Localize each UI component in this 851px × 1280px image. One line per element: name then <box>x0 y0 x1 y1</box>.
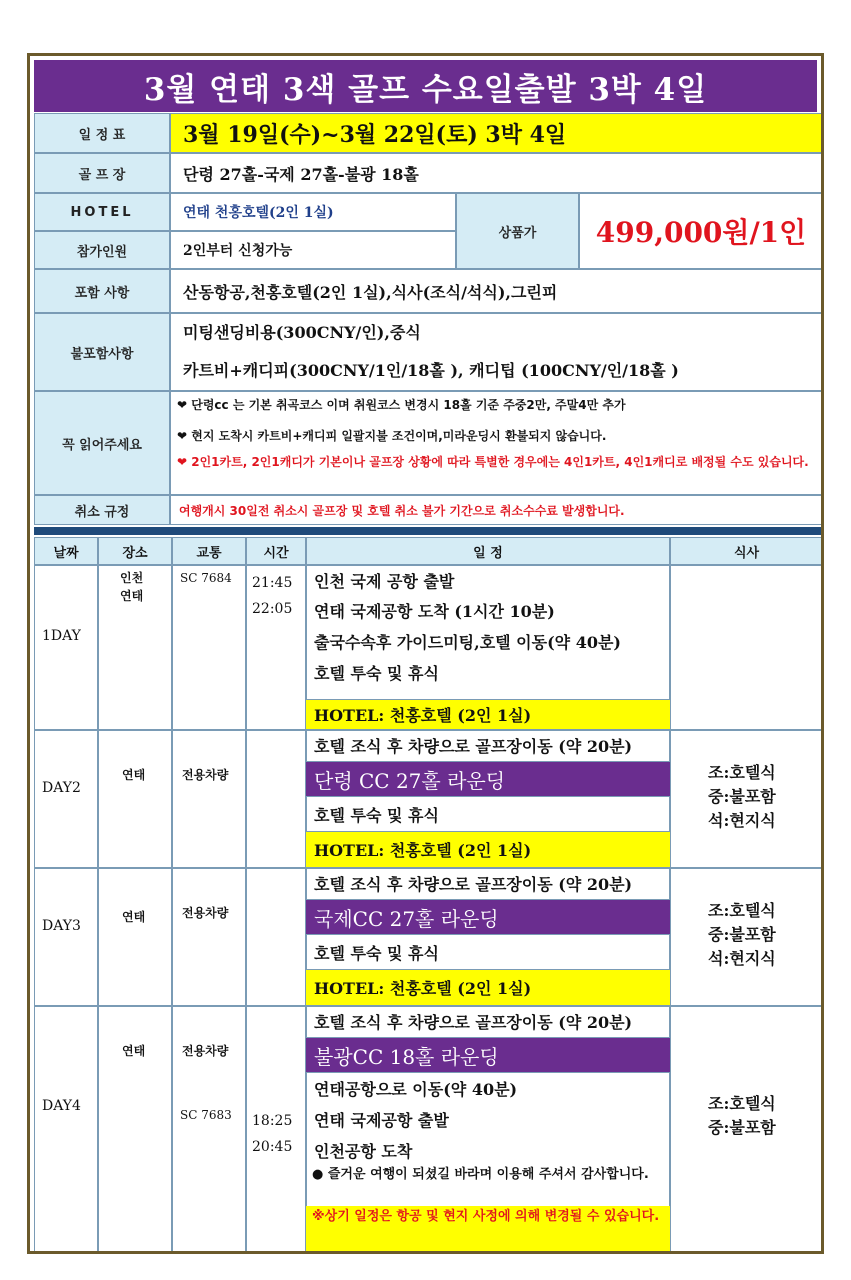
notice-label: 꼭 읽어주세요 <box>34 391 170 495</box>
itinerary-sheet <box>27 53 824 1254</box>
price-value: 499,000원/1인 <box>579 193 823 269</box>
day4-transport-2: SC 7683 <box>180 1108 232 1122</box>
people-label: 참가인원 <box>34 231 170 269</box>
header-meal: 식사 <box>670 537 823 565</box>
day4-closing: ● 즐거운 여행이 되셨길 바라며 이용해 주셔서 감사합니다. <box>312 1167 649 1182</box>
day1-line-2: 연태 국제공항 도착 (1시간 10분) <box>314 602 555 621</box>
page-title: 3월 연태 3색 골프 수요일출발 3박 4일 <box>34 60 817 112</box>
day4-line-2: 연태 국제공항 출발 <box>314 1111 449 1130</box>
day2-round: 단령 CC 27홀 라운딩 <box>306 761 670 797</box>
header-time: 시간 <box>246 537 306 565</box>
day4-place: 연태 <box>122 1044 146 1058</box>
day3-line-bottom: 호텔 투숙 및 휴식 <box>314 943 439 963</box>
people-value: 2인부터 신청가능 <box>170 231 456 269</box>
header-schedule: 일 정 <box>306 537 670 565</box>
day1-times: 21:45 22:05 <box>252 575 293 617</box>
schedule-value: 3월 19일(수)~3월 22일(토) 3박 4일 <box>170 113 823 153</box>
day3-transport: 전용차량 <box>182 906 229 920</box>
day2-meal: 조:호텔식 중:불포함 석:현지식 <box>708 763 776 830</box>
day4-round: 불광CC 18홀 라운딩 <box>306 1037 670 1073</box>
day1-line-3: 출국수속후 가이드미팅,호텔 이동(약 40분) <box>314 633 621 652</box>
day3-schedule <box>306 868 670 1006</box>
day3-round: 국제CC 27홀 라운딩 <box>306 899 670 935</box>
day4-line-1: 연태공항으로 이동(약 40분) <box>314 1080 518 1099</box>
notice-line-3: ❤ 2인1카트, 2인1캐디가 기본이나 골프장 상황에 따라 특별한 경우에는 4인1카트, 4인1캐디로 배정될 수도 있습니다. <box>177 455 809 469</box>
day4-line-top: 호텔 조식 후 차량으로 골프장이동 (약 20분) <box>314 1013 633 1032</box>
notice-line-2: ❤ 현지 도착시 카트비+캐디피 일괄지불 조건이며,미라운딩시 환불되지 않습니다. <box>177 429 607 443</box>
day2-schedule <box>306 730 670 868</box>
header-date: 날짜 <box>34 537 98 565</box>
price-label: 상품가 <box>456 193 579 269</box>
day2-place: 연태 <box>122 768 146 782</box>
day1-schedule <box>306 565 670 730</box>
notice-box <box>170 391 823 495</box>
day3-hotel: HOTEL: 천홍호텔 (2인 1실) <box>306 969 670 1006</box>
hotel-value: 연태 천홍호텔(2인 1실) <box>170 193 456 231</box>
day4-meal: 조:호텔식 중:불포함 <box>708 1094 776 1137</box>
golf-label: 골 프 장 <box>34 153 170 193</box>
day3-line-top: 호텔 조식 후 차량으로 골프장이동 (약 20분) <box>314 875 633 894</box>
cancel-label: 취소 규정 <box>34 495 170 525</box>
include-label: 포함 사항 <box>34 269 170 313</box>
hotel-label: HOTEL <box>34 193 170 231</box>
exclude-label: 불포함사항 <box>34 313 170 391</box>
day4-line-3: 인천공항 도착 <box>314 1142 413 1161</box>
header-transport: 교통 <box>172 537 246 565</box>
header-place: 장소 <box>98 537 172 565</box>
day1-line-4: 호텔 투숙 및 휴식 <box>314 664 439 683</box>
day2-line-top: 호텔 조식 후 차량으로 골프장이동 (약 20분) <box>314 737 633 756</box>
day1-label: 1DAY <box>42 628 81 644</box>
section-divider <box>34 527 823 535</box>
day2-transport: 전용차량 <box>182 768 229 782</box>
day4-transport-1: 전용차량 <box>182 1044 229 1058</box>
exclude-box <box>170 313 823 391</box>
day1-line-1: 인천 국제 공항 출발 <box>314 571 455 591</box>
day2-hotel: HOTEL: 천홍호텔 (2인 1실) <box>306 831 670 868</box>
exclude-line-1: 미팅샌딩비용(300CNY/인),중식 <box>183 323 421 342</box>
exclude-line-2: 카트비+캐디피(300CNY/1인/18홀 ), 캐디팁 (100CNY/인/18홀 ) <box>183 361 679 380</box>
schedule-label: 일 정 표 <box>34 113 170 153</box>
include-value: 산동항공,천홍호텔(2인 1실),식사(조식/석식),그린피 <box>170 269 823 313</box>
notice-line-1: ❤ 단령cc 는 기본 취곡코스 이며 취원코스 변경시 18홀 기준 주중2만, 주말4만 추가 <box>177 398 626 412</box>
golf-value: 단령 27홀-국제 27홀-불광 18홀 <box>170 153 823 193</box>
day3-place: 연태 <box>122 910 146 924</box>
day3-label: DAY3 <box>42 918 81 934</box>
day4-disclaimer: ※상기 일정은 항공 및 현지 사정에 의해 변경될 수 있습니다. <box>306 1206 670 1254</box>
cancel-value: 여행개시 30일전 취소시 골프장 및 호텔 취소 불가 기간으로 취소수수료 발생합니다. <box>170 495 823 525</box>
day1-transport: SC 7684 <box>180 571 232 585</box>
day3-meal: 조:호텔식 중:불포함 석:현지식 <box>708 901 776 968</box>
day4-times: 18:25 20:45 <box>252 1113 293 1155</box>
day2-label: DAY2 <box>42 780 81 796</box>
day2-line-bottom: 호텔 투숙 및 휴식 <box>314 805 439 825</box>
day1-hotel: HOTEL: 천홍호텔 (2인 1실) <box>306 699 670 730</box>
day4-label: DAY4 <box>42 1098 81 1114</box>
day4-schedule <box>306 1006 670 1254</box>
day1-place: 인천 연태 <box>120 571 144 603</box>
